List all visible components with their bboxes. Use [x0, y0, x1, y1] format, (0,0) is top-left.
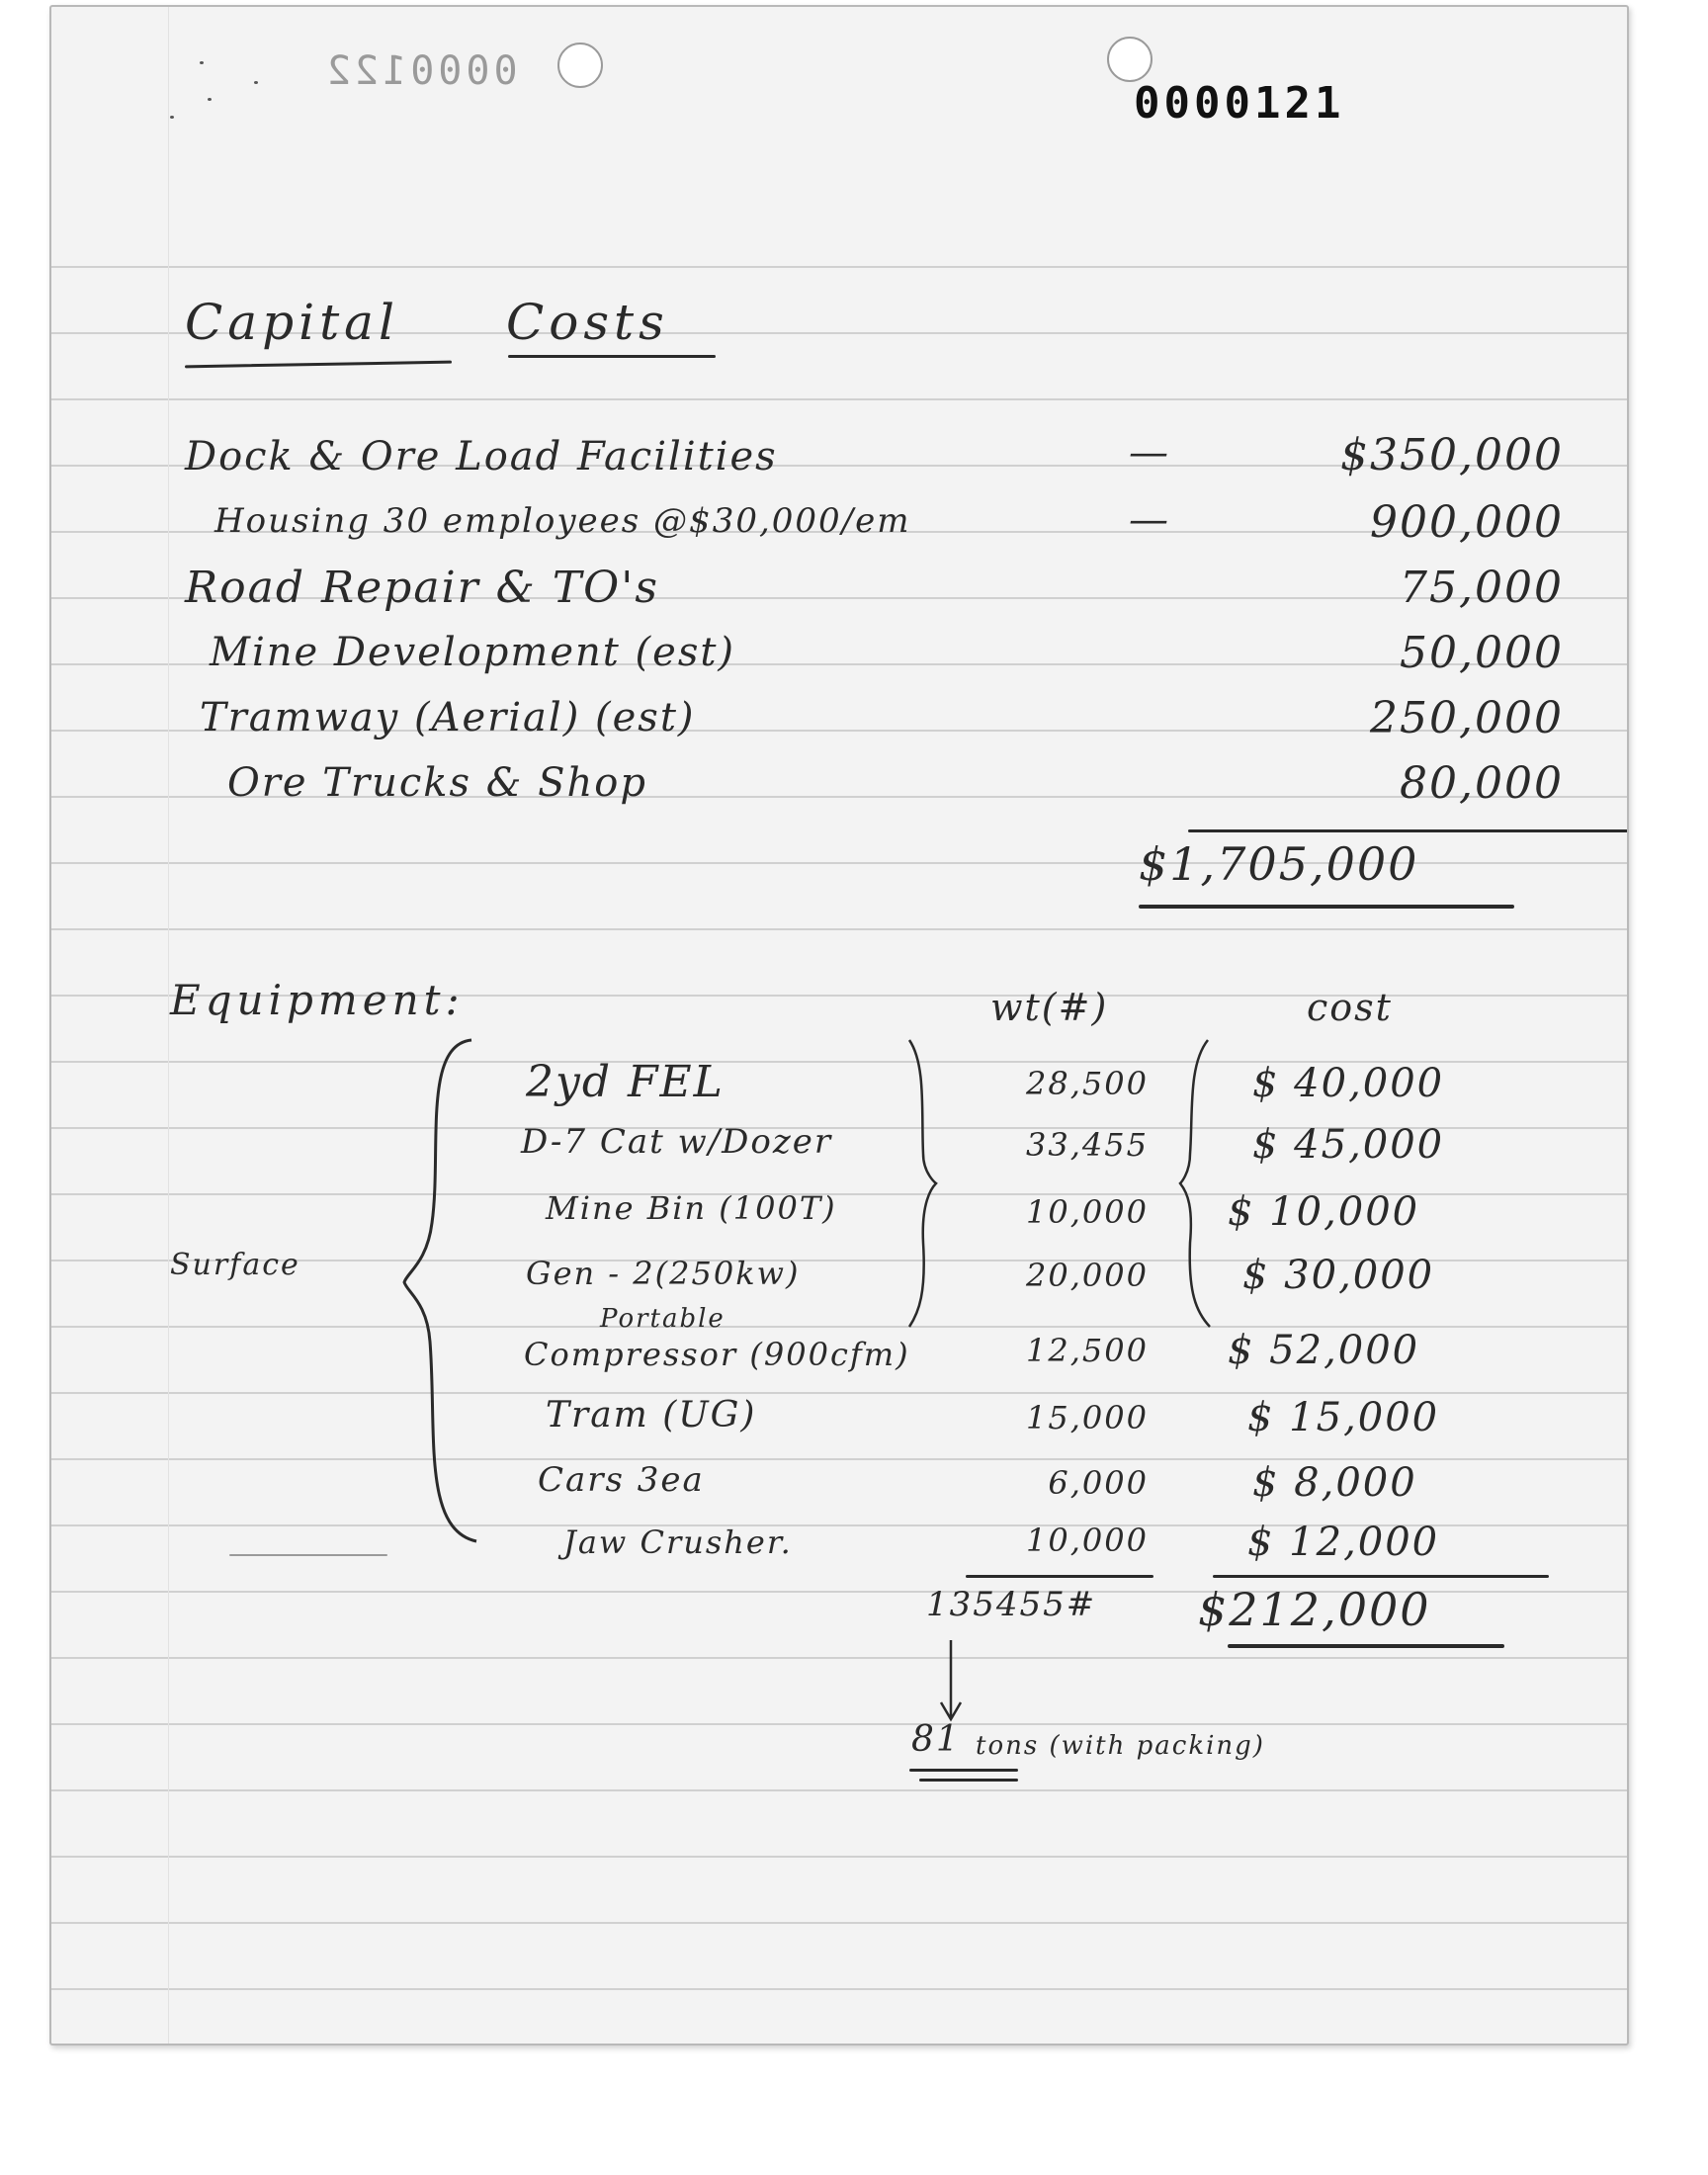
- ruled-line: [51, 928, 1627, 930]
- capital-item-label: Dock & Ore Load Facilities: [185, 434, 778, 479]
- equipment-item-weight: 33,455: [1026, 1126, 1149, 1164]
- capital-item-value: 75,000: [1400, 563, 1564, 613]
- capital-underline-2: [508, 355, 716, 358]
- equipment-item-cost: $ 10,000: [1228, 1189, 1420, 1235]
- equipment-item-label: Tram (UG): [546, 1395, 757, 1436]
- ruled-line: [51, 1988, 1627, 1990]
- equipment-item-weight: 10,000: [1026, 1193, 1149, 1231]
- ruled-line: [51, 1657, 1627, 1659]
- surface-brace: [402, 1035, 481, 1549]
- capital-total-underline: [1139, 905, 1514, 909]
- ruled-line: [51, 1856, 1627, 1858]
- equipment-item-cost: $ 45,000: [1252, 1122, 1445, 1168]
- equipment-item-weight: 20,000: [1026, 1257, 1149, 1294]
- equipment-item-label: Compressor (900cfm): [524, 1336, 910, 1373]
- punch-hole-left: [557, 43, 603, 88]
- tons-note: tons (with packing): [976, 1731, 1265, 1761]
- equipment-item-label: Gen - 2(250kw): [526, 1255, 801, 1292]
- equipment-item-label: 2yd FEL: [526, 1057, 725, 1107]
- capital-item-label: Ore Trucks & Shop: [227, 760, 647, 806]
- tons-value: 81: [911, 1719, 961, 1760]
- capital-item-dash: —: [1129, 497, 1170, 543]
- paper-speck: [170, 116, 174, 119]
- equipment-item-weight: 6,000: [1048, 1464, 1149, 1502]
- equipment-item-cost: $ 8,000: [1252, 1460, 1417, 1506]
- cost-total-underline: [1228, 1644, 1504, 1648]
- capital-title-word1: Capital: [185, 294, 399, 351]
- capital-item-value: 250,000: [1370, 693, 1564, 743]
- ruled-line: [51, 398, 1627, 400]
- equipment-item-label: Jaw Crusher.: [563, 1523, 793, 1561]
- tons-underline-1: [909, 1769, 1018, 1772]
- punch-hole-right: [1107, 37, 1153, 82]
- paper-speck: [254, 81, 258, 84]
- paper-speck: [200, 61, 204, 64]
- margin-line: [168, 7, 169, 2044]
- capital-total: $1,705,000: [1139, 837, 1419, 891]
- equipment-item-cost: $ 12,000: [1247, 1520, 1440, 1565]
- equipment-item-weight: 15,000: [1026, 1399, 1149, 1436]
- capital-item-label: Tramway (Aerial) (est): [200, 695, 696, 740]
- equipment-item-cost: $ 40,000: [1252, 1061, 1445, 1106]
- capital-item-label: Housing 30 employees @$30,000/em: [214, 501, 911, 541]
- equipment-item-label: Cars 3ea: [538, 1460, 705, 1500]
- equipment-item-weight: 10,000: [1026, 1522, 1149, 1559]
- portable-note: Portable: [600, 1304, 726, 1334]
- ruled-line: [51, 1392, 1627, 1394]
- capital-underline-1: [185, 361, 452, 369]
- cost-total: $212,000: [1198, 1583, 1431, 1636]
- capital-item-label: Road Repair & TO's: [185, 563, 659, 613]
- equipment-item-weight: 12,500: [1026, 1332, 1149, 1369]
- weight-column-header: wt(#): [990, 986, 1109, 1029]
- ruled-line: [51, 1723, 1627, 1725]
- surface-group-label: Surface: [170, 1248, 300, 1282]
- bleed-through-number: 0000122: [323, 48, 518, 94]
- equipment-item-cost: $ 15,000: [1247, 1395, 1440, 1440]
- ruled-line: [51, 266, 1627, 268]
- notebook-page: [49, 5, 1629, 2045]
- stray-line: [229, 1554, 387, 1556]
- capital-item-label: Mine Development (est): [210, 630, 736, 675]
- capital-item-value: $350,000: [1340, 430, 1564, 480]
- document-number: 0000121: [1134, 78, 1345, 129]
- cost-brace: [1178, 1035, 1218, 1332]
- weight-brace: [901, 1035, 941, 1332]
- ruled-line: [51, 1789, 1627, 1791]
- capital-item-value: 80,000: [1400, 758, 1564, 809]
- arrow-down-icon: [936, 1638, 966, 1727]
- weight-total: 135455#: [926, 1585, 1097, 1624]
- capital-item-dash: —: [1129, 430, 1170, 476]
- capital-title-word2: Costs: [506, 294, 669, 351]
- equipment-item-label: Mine Bin (100T): [546, 1189, 837, 1227]
- cost-sum-line: [1213, 1575, 1549, 1578]
- cost-column-header: cost: [1307, 986, 1393, 1029]
- capital-sum-line: [1188, 829, 1629, 832]
- capital-item-value: 900,000: [1370, 497, 1564, 548]
- paper-speck: [208, 98, 212, 101]
- equipment-title: Equipment:: [170, 976, 465, 1024]
- equipment-item-cost: $ 30,000: [1242, 1253, 1435, 1298]
- tons-underline-2: [919, 1779, 1018, 1782]
- equipment-item-weight: 28,500: [1026, 1065, 1149, 1102]
- ruled-line: [51, 1922, 1627, 1924]
- equipment-item-cost: $ 52,000: [1228, 1328, 1420, 1373]
- capital-item-value: 50,000: [1400, 628, 1564, 678]
- equipment-item-label: D-7 Cat w/Dozer: [521, 1122, 833, 1162]
- weight-sum-line: [966, 1575, 1153, 1578]
